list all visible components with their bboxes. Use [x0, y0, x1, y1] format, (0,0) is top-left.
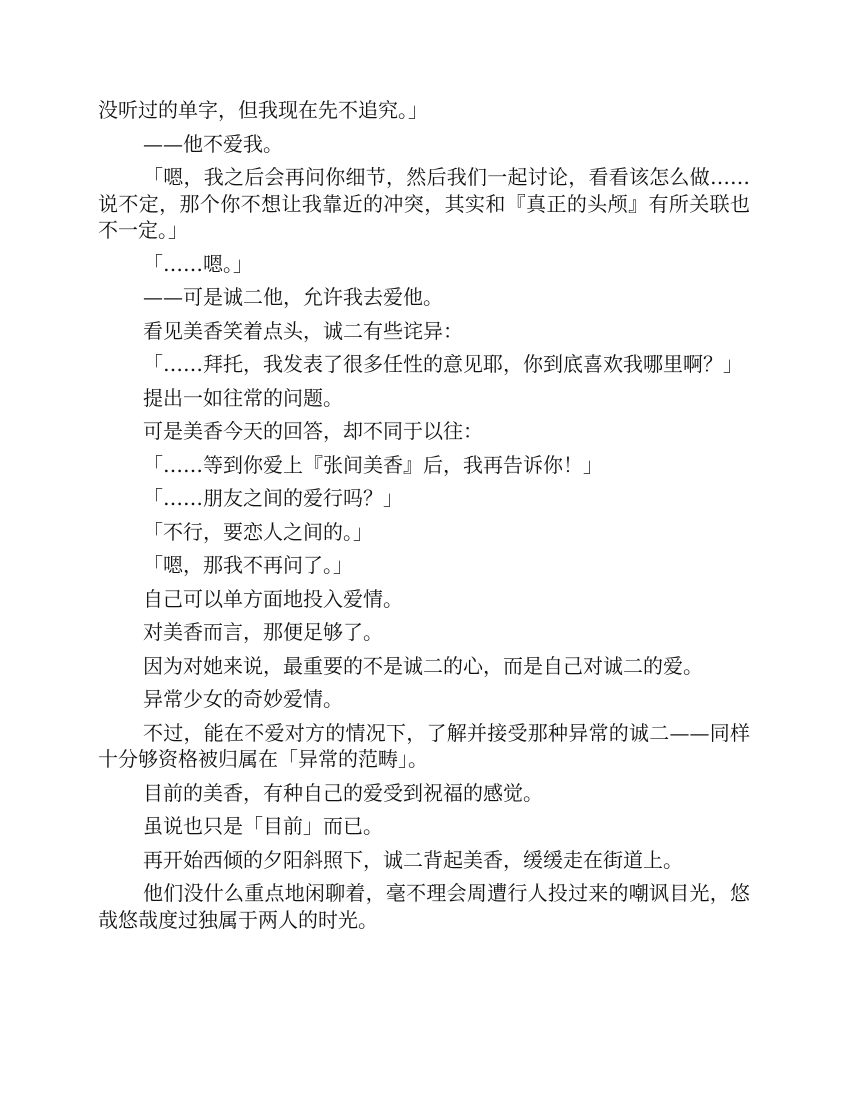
- paragraph: 异常少女的奇妙爱情。: [143, 687, 343, 711]
- paragraph: ——可是诚二他，允许我去爱他。: [143, 285, 443, 309]
- paragraph: 「……拜托，我发表了很多任性的意见耶，你到底喜欢我哪里啊？」: [143, 352, 743, 376]
- paragraph: 对美香而言，那便足够了。: [143, 620, 383, 644]
- paragraph: 自己可以单方面地投入爱情。: [143, 586, 403, 611]
- document-page: [98, 97, 750, 940]
- paragraph: 提出一如往常的问题。: [143, 385, 343, 410]
- paragraph: 「嗯，那我不再问了。」: [143, 553, 353, 577]
- paragraph: 再开始西倾的夕阳斜照下，诚二背起美香，缓缓走在街道上。: [143, 847, 683, 872]
- paragraph: 「……朋友之间的爱行吗？」: [143, 486, 403, 510]
- paragraph: 没听过的单字，但我现在先不追究。」: [98, 98, 428, 122]
- paragraph: 不过，能在不爱对方的情况下，了解并接受那种异常的诚二——同样十分够资格被归属在「异常的范畴」。: [98, 720, 750, 771]
- paragraph: 「不行，要恋人之间的。」: [143, 519, 373, 544]
- paragraph: 「……嗯。」: [143, 251, 253, 276]
- paragraph: 「……等到你爱上『张间美香』后，我再告诉你！」: [143, 452, 603, 477]
- paragraph: 「嗯，我之后会再问你细节，然后我们一起讨论，看看该怎么做……说不定，那个你不想让我靠近的冲突，其实和『真正的头颅』有所关联也不一定。」: [98, 165, 750, 242]
- paragraph: 可是美香今天的回答，却不同于以往：: [143, 419, 483, 443]
- paragraph: 虽说也只是「目前」而已。: [143, 814, 383, 838]
- paragraph: 看见美香笑着点头，诚二有些诧异：: [143, 318, 463, 343]
- paragraph: 目前的美香，有种自己的爱受到祝福的感觉。: [143, 780, 543, 805]
- paragraph: 因为对她来说，最重要的不是诚二的心，而是自己对诚二的爱。: [143, 653, 703, 678]
- paragraph: ——他不爱我。: [143, 131, 283, 156]
- paragraph: 他们没什么重点地闲聊着，毫不理会周遭行人投过来的嘲讽目光，悠哉悠哉度过独属于两人的时光。: [98, 881, 750, 932]
